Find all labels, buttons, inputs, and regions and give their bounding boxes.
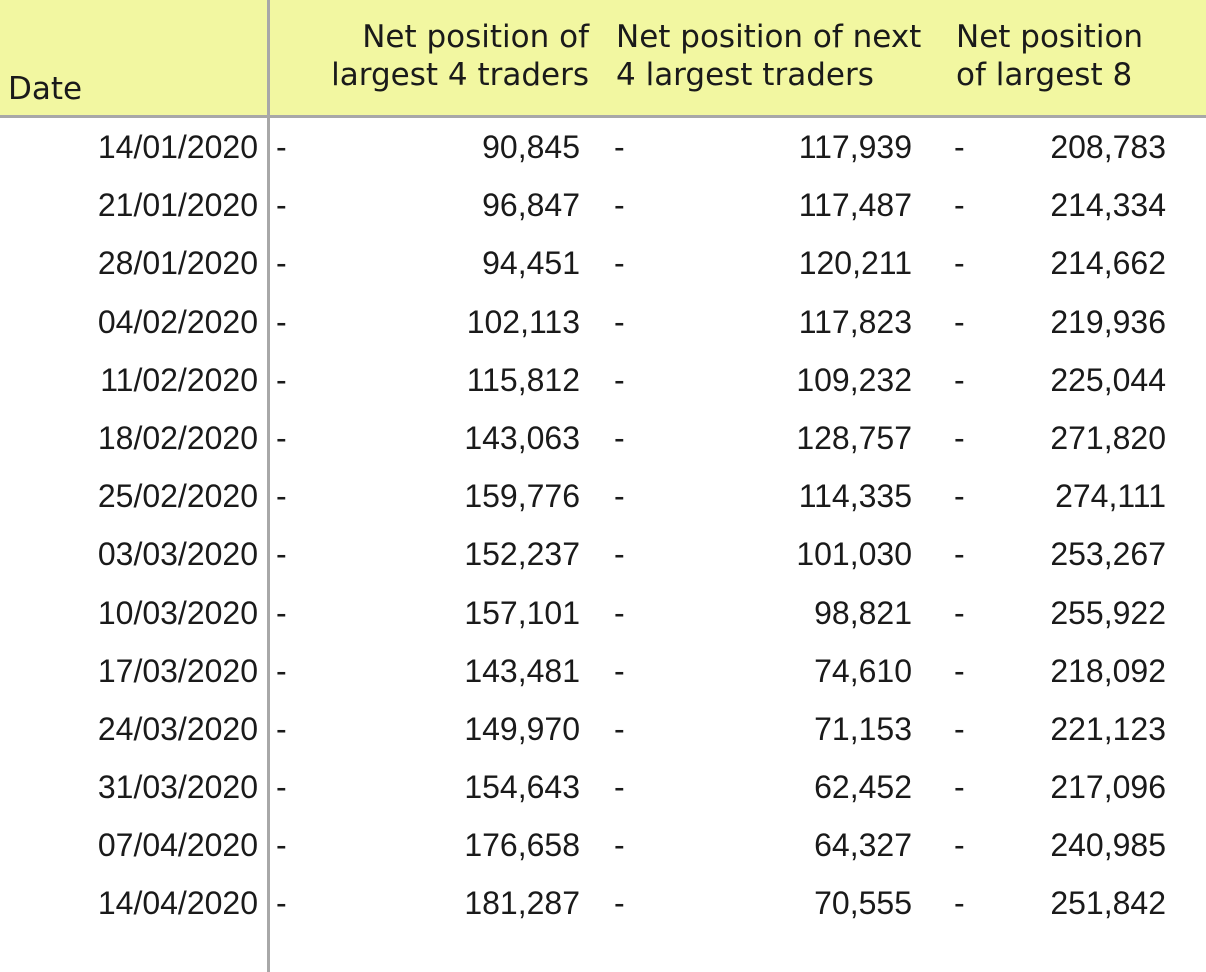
largest-8-cell[interactable]: 218,092 — [1050, 652, 1166, 689]
largest-8-cell[interactable]: 274,111 — [1055, 478, 1166, 515]
next-4-cell[interactable]: 117,823 — [798, 303, 912, 340]
sign-cell[interactable]: - — [954, 536, 965, 573]
date-cell[interactable]: 28/01/2020 — [97, 245, 258, 282]
table-row — [0, 642, 1206, 700]
table-row — [0, 874, 1206, 932]
largest-8-cell[interactable]: 251,842 — [1050, 885, 1166, 922]
largest-8-cell[interactable]: 221,123 — [1050, 710, 1166, 747]
largest-8-cell[interactable]: 214,662 — [1050, 245, 1166, 282]
table-row — [0, 525, 1206, 583]
header-largest-4-line2: largest 4 traders — [331, 57, 589, 93]
sign-cell[interactable]: - — [614, 419, 625, 456]
sign-cell[interactable]: - — [614, 827, 625, 864]
sign-cell[interactable]: - — [276, 187, 287, 224]
date-cell[interactable]: 31/03/2020 — [97, 769, 258, 806]
header-next-4[interactable] — [612, 0, 942, 115]
date-cell[interactable]: 14/01/2020 — [97, 129, 258, 165]
sign-cell[interactable]: - — [276, 652, 287, 689]
sign-cell[interactable]: - — [614, 303, 625, 340]
sign-cell[interactable]: - — [276, 303, 287, 340]
largest-4-cell[interactable]: 143,481 — [464, 652, 580, 689]
sign-cell[interactable]: - — [954, 885, 965, 922]
date-cell[interactable]: 11/02/2020 — [100, 361, 258, 398]
sign-cell[interactable]: - — [614, 361, 625, 398]
largest-8-cell[interactable]: 225,044 — [1050, 361, 1166, 398]
largest-4-cell[interactable]: 157,101 — [464, 594, 580, 631]
date-cell[interactable]: 04/02/2020 — [97, 303, 258, 340]
header-largest-4-line1: Net position of — [362, 19, 589, 55]
next-4-cell[interactable]: 114,335 — [798, 478, 912, 515]
sign-cell[interactable]: - — [954, 827, 965, 864]
table-row — [0, 409, 1206, 467]
sign-cell[interactable]: - — [276, 769, 287, 806]
next-4-cell[interactable]: 70,555 — [814, 885, 912, 922]
next-4-cell[interactable]: 128,757 — [796, 419, 912, 456]
date-cell[interactable]: 24/03/2020 — [97, 710, 258, 747]
date-cell[interactable]: 14/04/2020 — [97, 885, 258, 922]
largest-4-cell[interactable]: 149,970 — [464, 710, 580, 747]
table-body — [0, 118, 1206, 933]
largest-8-cell[interactable]: 271,820 — [1050, 419, 1166, 456]
largest-8-cell[interactable]: 253,267 — [1050, 536, 1166, 573]
header-largest-4[interactable] — [268, 0, 595, 115]
largest-4-cell[interactable]: 96,847 — [482, 187, 580, 224]
sign-cell[interactable]: - — [276, 129, 287, 165]
sign-cell[interactable]: - — [276, 710, 287, 747]
sign-cell[interactable]: - — [614, 187, 625, 224]
largest-4-cell[interactable]: 102,113 — [466, 303, 580, 340]
largest-4-cell[interactable]: 94,451 — [482, 245, 580, 282]
table-row — [0, 176, 1206, 234]
largest-4-cell[interactable]: 176,658 — [464, 827, 580, 864]
sign-cell[interactable]: - — [614, 594, 625, 631]
sign-cell[interactable]: - — [614, 536, 625, 573]
table-row — [0, 816, 1206, 874]
date-cell[interactable]: 18/02/2020 — [97, 419, 258, 456]
sign-cell[interactable]: - — [954, 129, 965, 165]
sign-cell[interactable]: - — [954, 769, 965, 806]
table-row — [0, 234, 1206, 292]
header-largest-8-line1: Net position — [956, 19, 1144, 55]
sign-cell[interactable]: - — [954, 594, 965, 631]
sign-cell[interactable]: - — [614, 769, 625, 806]
next-4-cell[interactable]: 120,211 — [798, 245, 912, 282]
sign-cell[interactable]: - — [276, 594, 287, 631]
largest-8-cell[interactable]: 208,783 — [1050, 129, 1166, 165]
date-cell[interactable]: 07/04/2020 — [97, 827, 258, 864]
largest-4-cell[interactable]: 159,776 — [464, 478, 580, 515]
table-header — [0, 0, 1206, 118]
table-row — [0, 758, 1206, 816]
largest-8-cell[interactable]: 219,936 — [1050, 303, 1166, 340]
table-row — [0, 118, 1206, 176]
sign-cell[interactable]: - — [276, 536, 287, 573]
date-cell[interactable]: 17/03/2020 — [97, 652, 258, 689]
sign-cell[interactable]: - — [954, 478, 965, 515]
date-cell[interactable]: 03/03/2020 — [97, 536, 258, 573]
sign-cell[interactable]: - — [614, 652, 625, 689]
sign-cell[interactable]: - — [614, 885, 625, 922]
largest-8-cell[interactable]: 217,096 — [1050, 769, 1166, 806]
sign-cell[interactable]: - — [614, 245, 625, 282]
sign-cell[interactable]: - — [614, 710, 625, 747]
largest-4-cell[interactable]: 152,237 — [464, 536, 580, 573]
next-4-cell[interactable]: 64,327 — [814, 827, 912, 864]
sign-cell[interactable]: - — [954, 652, 965, 689]
sign-cell[interactable]: - — [954, 245, 965, 282]
sign-cell[interactable]: - — [276, 361, 287, 398]
sign-cell[interactable]: - — [614, 129, 625, 165]
header-date[interactable] — [0, 0, 268, 115]
header-largest-8-line2: of largest 8 — [956, 57, 1133, 93]
next-4-cell[interactable]: 74,610 — [814, 652, 912, 689]
largest-4-cell[interactable]: 181,287 — [464, 885, 580, 922]
sign-cell[interactable]: - — [614, 478, 625, 515]
next-4-cell[interactable]: 71,153 — [814, 710, 912, 747]
date-cell[interactable]: 25/02/2020 — [97, 478, 258, 515]
sign-cell[interactable]: - — [954, 361, 965, 398]
largest-4-cell[interactable]: 90,845 — [482, 129, 580, 165]
table-row — [0, 351, 1206, 409]
sign-cell[interactable]: - — [954, 419, 965, 456]
sign-cell[interactable]: - — [276, 478, 287, 515]
next-4-cell[interactable]: 109,232 — [796, 361, 912, 398]
largest-4-cell[interactable]: 154,643 — [464, 769, 580, 806]
largest-4-cell[interactable]: 115,812 — [466, 361, 580, 398]
next-4-cell[interactable]: 101,030 — [796, 536, 912, 573]
sign-cell[interactable]: - — [276, 827, 287, 864]
date-cell[interactable]: 10/03/2020 — [97, 594, 258, 631]
header-next-4-line2: 4 largest traders — [616, 57, 874, 93]
next-4-cell[interactable]: 117,939 — [798, 129, 912, 165]
header-date-label: Date — [8, 71, 83, 107]
sign-cell[interactable]: - — [276, 245, 287, 282]
sign-cell[interactable]: - — [954, 187, 965, 224]
header-next-4-line1: Net position of next — [616, 19, 922, 55]
next-4-cell[interactable]: 62,452 — [814, 769, 912, 806]
next-4-cell[interactable]: 98,821 — [814, 594, 912, 631]
next-4-cell[interactable]: 117,487 — [798, 187, 912, 224]
sign-cell[interactable]: - — [276, 885, 287, 922]
largest-8-cell[interactable]: 214,334 — [1050, 187, 1166, 224]
sign-cell[interactable]: - — [954, 710, 965, 747]
table-row — [0, 467, 1206, 525]
sign-cell[interactable]: - — [276, 419, 287, 456]
header-largest-8[interactable] — [952, 0, 1206, 115]
date-cell[interactable]: 21/01/2020 — [97, 187, 258, 224]
table-row — [0, 584, 1206, 642]
table-row — [0, 700, 1206, 758]
table-row — [0, 293, 1206, 351]
largest-8-cell[interactable]: 240,985 — [1050, 827, 1166, 864]
largest-4-cell[interactable]: 143,063 — [464, 419, 580, 456]
largest-8-cell[interactable]: 255,922 — [1050, 594, 1166, 631]
sign-cell[interactable]: - — [954, 303, 965, 340]
